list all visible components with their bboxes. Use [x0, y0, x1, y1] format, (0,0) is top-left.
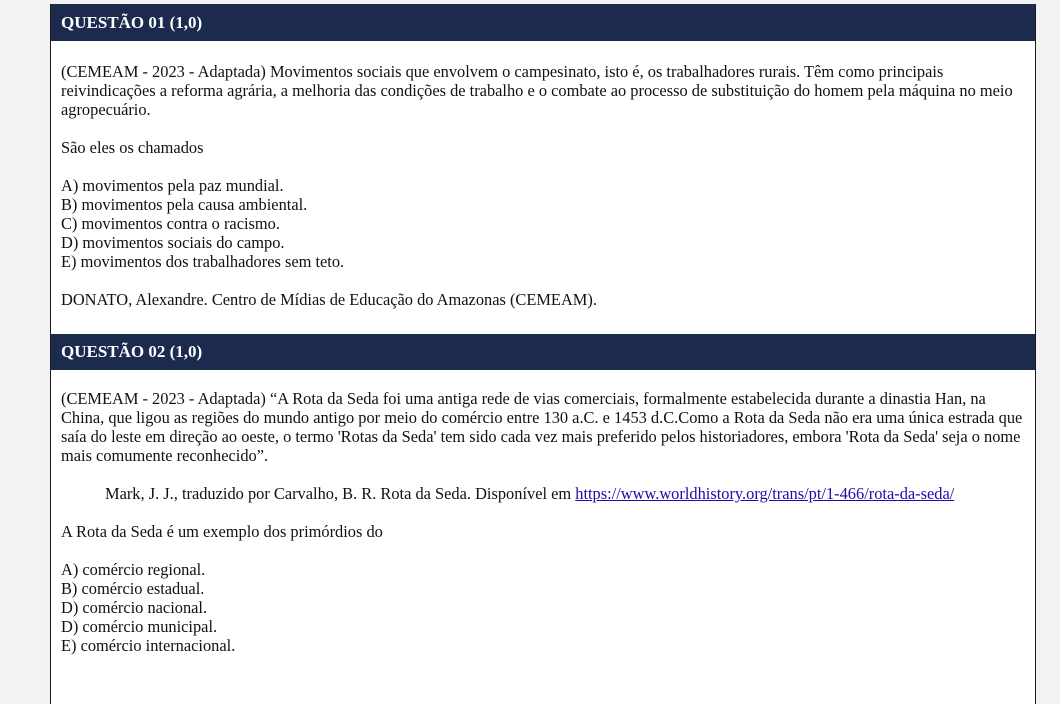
question-1-option-d[interactable]: D) movimentos sociais do campo.: [61, 233, 285, 252]
question-2-header: [51, 334, 1035, 370]
question-2-options: [61, 560, 1027, 655]
question-1-option-e[interactable]: E) movimentos dos trabalhadores sem teto.: [61, 252, 345, 271]
question-2-reference-link[interactable]: https://www.worldhistory.org/trans/pt/1-466/rota-da-seda/: [575, 484, 955, 503]
question-1-title: QUESTÃO 01 (1,0): [61, 12, 203, 32]
question-1-option-c[interactable]: C) movimentos contra o racismo.: [61, 214, 280, 233]
question-2-reference: [61, 484, 1027, 503]
question-2-option-a[interactable]: A) comércio regional.: [61, 560, 206, 579]
question-2-option-b[interactable]: B) comércio estadual.: [61, 579, 205, 598]
question-1-prompt: São eles os chamados: [61, 138, 204, 157]
question-2-body: [61, 389, 1027, 655]
question-2-prompt: A Rota da Seda é um exemplo dos primórdios do: [61, 522, 383, 541]
question-1-option-a[interactable]: A) movimentos pela paz mundial.: [61, 176, 284, 195]
question-1-statement: (CEMEAM - 2023 - Adaptada) Movimentos sociais que envolvem o campesinato, isto é, os trabalhadores rurais. Têm como principais reivindicações a reforma agrária, a melhoria das condições de trabalho e o combate ao processo de substituição do homem pela máquina no meio agropecuário.: [61, 62, 1013, 119]
question-1-option-b[interactable]: B) movimentos pela causa ambiental.: [61, 195, 308, 214]
question-2-option-e[interactable]: E) comércio internacional.: [61, 636, 236, 655]
question-1-options: [61, 176, 1027, 271]
exam-page: [50, 4, 1036, 704]
question-2-option-d[interactable]: D) comércio municipal.: [61, 617, 218, 636]
question-2-option-c[interactable]: D) comércio nacional.: [61, 598, 208, 617]
question-1-source: DONATO, Alexandre. Centro de Mídias de Educação do Amazonas (CEMEAM).: [61, 290, 597, 309]
question-2-statement: (CEMEAM - 2023 - Adaptada) “A Rota da Seda foi uma antiga rede de vias comerciais, formalmente estabelecida durante a dinastia Han, na China, que ligou as regiões do mundo antigo por meio do comércio entre 130 a.C. e 1453 d.C.Como a Rota da Seda não era uma única estrada que saía do leste em direção ao oeste, o termo 'Rotas da Seda' tem sido cada vez mais preferido pelos historiadores, embora 'Rota da Seda' seja o nome mais comumente reconhecido”.: [61, 389, 1023, 465]
question-2-title: QUESTÃO 02 (1,0): [61, 342, 203, 361]
question-1-body: [61, 62, 1027, 309]
question-1-header: [51, 4, 1035, 41]
question-2-reference-text: Mark, J. J., traduzido por Carvalho, B. R. Rota da Seda. Disponível em: [105, 484, 576, 503]
